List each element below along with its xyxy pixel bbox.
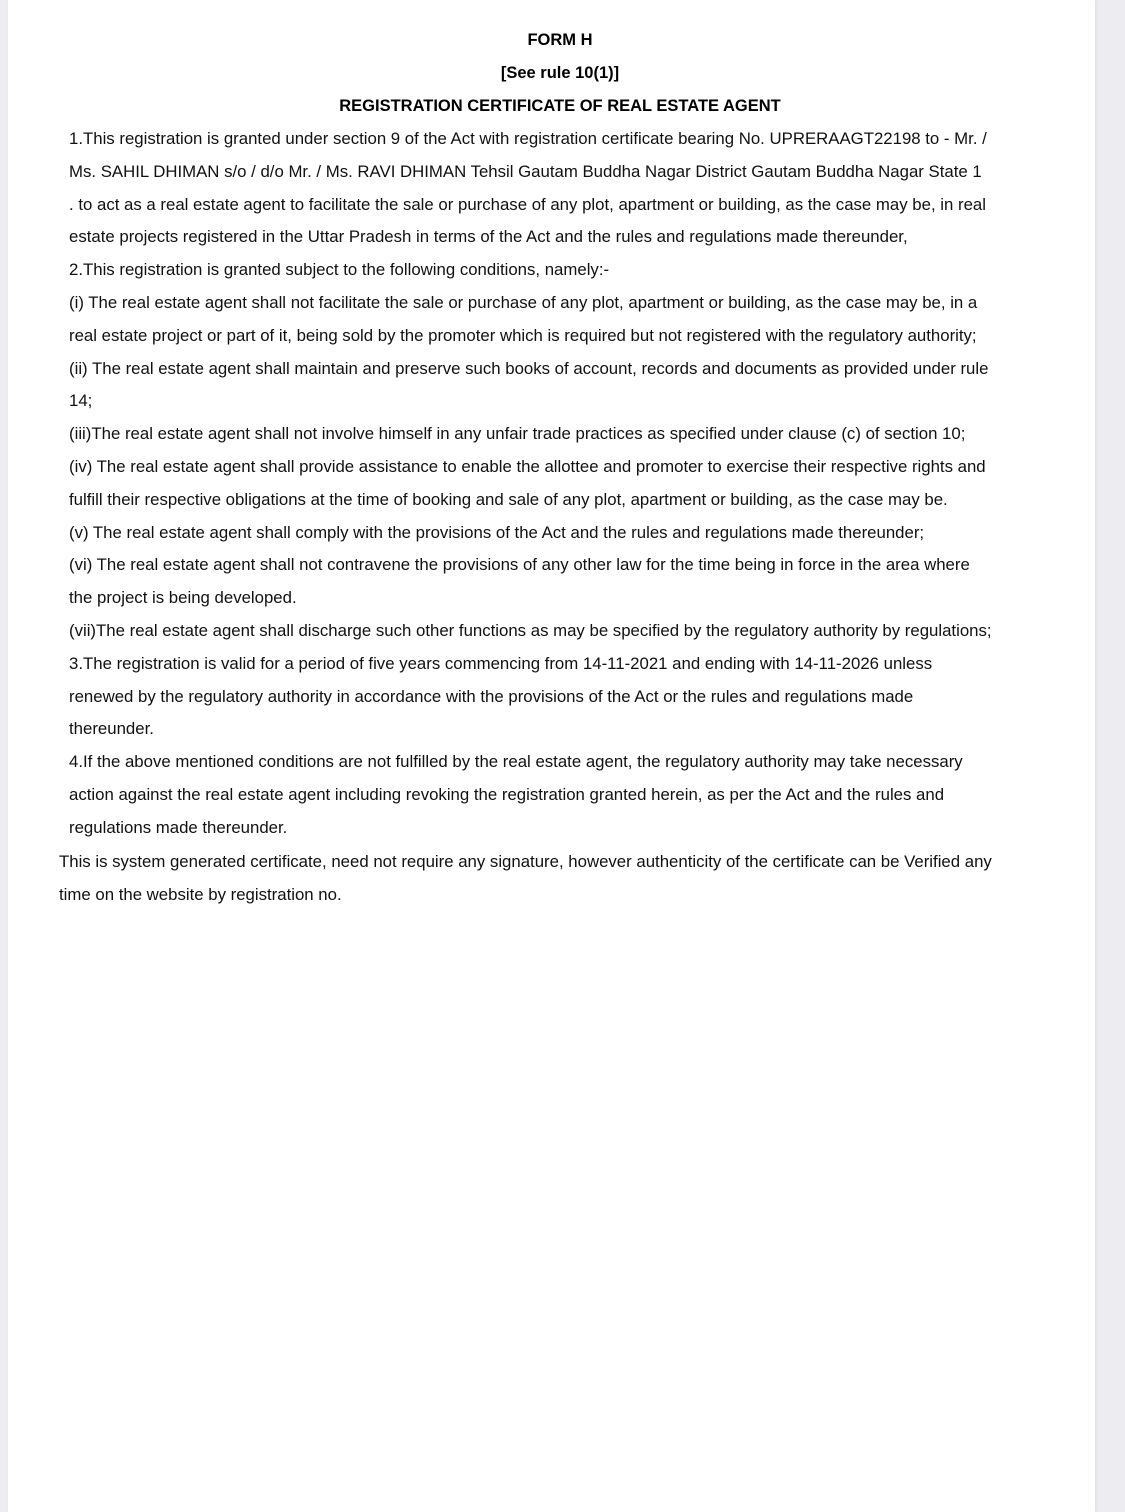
body-line: (v) The real estate agent shall comply with the provisions of the Act and the rules and regulations made thereunder; (69, 522, 925, 542)
body-line: action against the real estate agent including revoking the registration granted herein, as per the Act and the rules and (69, 785, 945, 804)
body-line: renewed by the regulatory authority in accordance with the provisions of the Act or the rules and regulations made (69, 686, 914, 706)
footer-note-line: This is system generated certificate, need not require any signature, however authenticity of the certificate can be Verified any (59, 852, 992, 871)
certificate-title: REGISTRATION CERTIFICATE OF REAL ESTATE AGENT (339, 97, 781, 115)
body-line: regulations made thereunder. (69, 817, 288, 837)
body-line: (iv) The real estate agent shall provide assistance to enable the allottee and promoter to exercise their respective rights and (69, 457, 986, 476)
body-line: 3.The registration is valid for a period of five years commencing from 14-11-2021 and ending with 14-11-2026 unless (69, 653, 933, 673)
body-line: fulfill their respective obligations at the time of booking and sale of any plot, apartment or building, as the case may be. (69, 489, 948, 509)
body-line: (ii) The real estate agent shall maintain and preserve such books of account, records and documents as provided under rule (69, 358, 989, 378)
body-line: 1.This registration is granted under section 9 of the Act with registration certificate bearing No. UPRERAAGT22198 to - Mr. / (69, 129, 987, 148)
body-line: (vi) The real estate agent shall not contravene the provisions of any other law for the time being in force in the area where (69, 555, 970, 575)
form-label: FORM H (527, 31, 593, 49)
body-line: the project is being developed. (69, 588, 297, 608)
body-line: (vii)The real estate agent shall discharge such other functions as may be specified by the regulatory authority by regulations; (69, 621, 992, 640)
body-line: (iii)The real estate agent shall not involve himself in any unfair trade practices as specified under clause (c) of section 10; (69, 424, 966, 444)
body-line: (i) The real estate agent shall not facilitate the sale or purchase of any plot, apartment or building, as the case may be, in a (69, 293, 978, 312)
body-line: real estate project or part of it, being sold by the promoter which is required but not registered with the regulatory authority; (69, 325, 977, 345)
body-line: 14; (69, 391, 93, 411)
footer-note-line: time on the website by registration no. (59, 885, 342, 904)
body-line: . to act as a real estate agent to facilitate the sale or purchase of any plot, apartment or building, as the case may be, in real (69, 194, 986, 214)
body-line: thereunder. (69, 719, 154, 739)
body-line: 4.If the above mentioned conditions are not fulfilled by the real estate agent, the regulatory authority may take necessary (69, 752, 963, 772)
body-line: estate projects registered in the Uttar Pradesh in terms of the Act and the rules and regulations made thereunder, (69, 227, 908, 247)
body-line: Ms. SAHIL DHIMAN s/o / d/o Mr. / Ms. RAVI DHIMAN Tehsil Gautam Buddha Nagar District Gautam Buddha Nagar State 1 (69, 161, 982, 181)
rule-reference: [See rule 10(1)] (500, 64, 620, 82)
body-line: 2.This registration is granted subject to the following conditions, namely:- (69, 260, 610, 280)
